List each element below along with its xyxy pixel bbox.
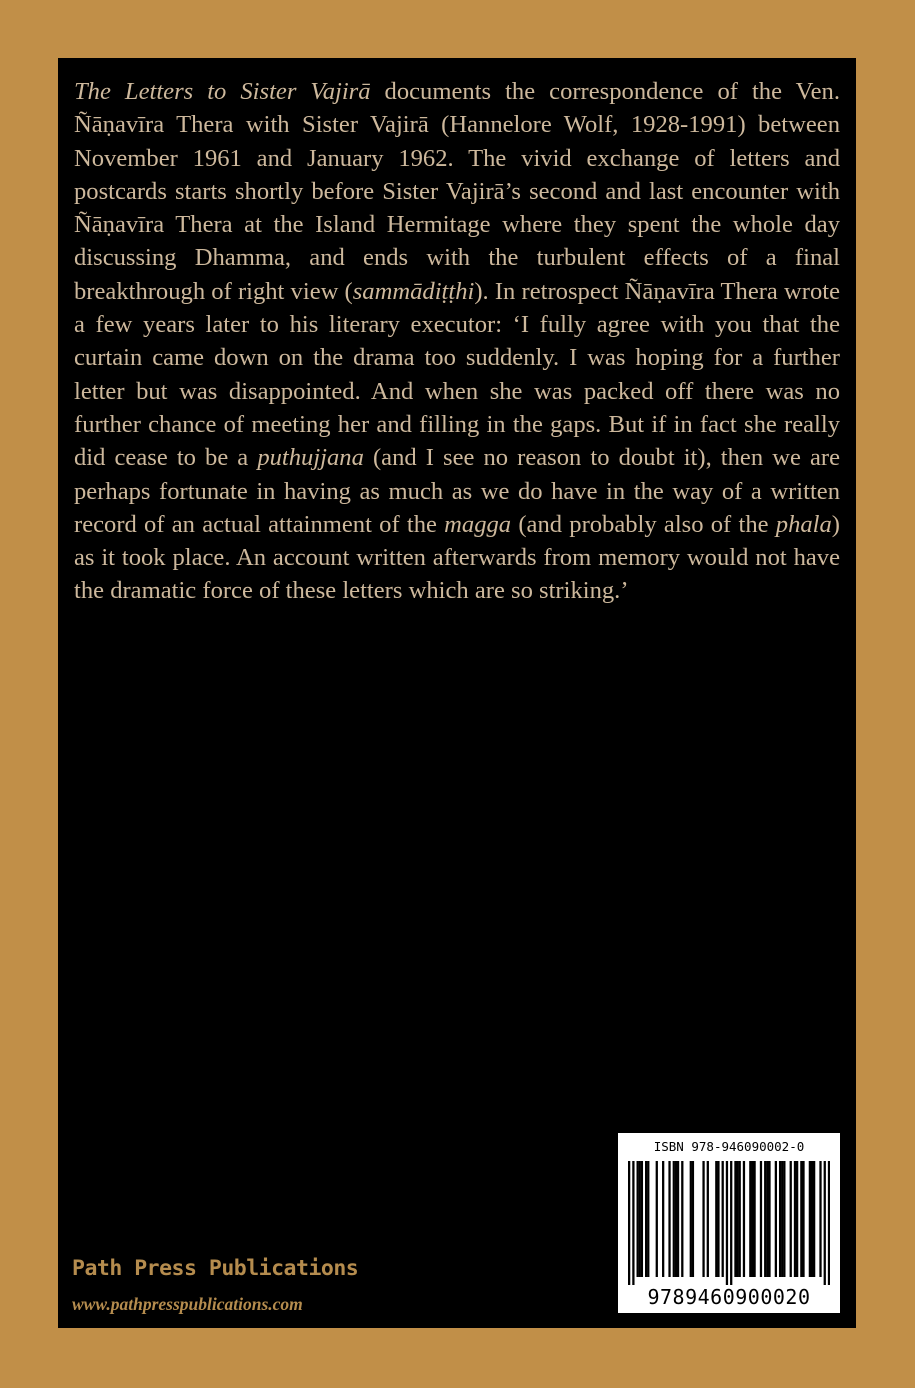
barcode-bar [668,1161,670,1277]
barcode-bar [675,1161,677,1277]
barcode-bar [811,1161,813,1277]
barcode-bar [677,1161,679,1277]
barcode-bar [707,1161,709,1277]
publisher-website: www.pathpresspublications.com [72,1294,303,1314]
pali-term-phala: phala [775,510,832,538]
barcode-bar [647,1161,649,1277]
barcode-bar [783,1161,785,1277]
barcode-bar [768,1161,770,1277]
pali-term-magga: magga [444,510,512,538]
blurb-segment: (and probably also of the [511,510,776,538]
ean-digits: 9789460900020 [647,1285,811,1309]
isbn-label: ISBN 978-946090002-0 [653,1139,805,1154]
barcode-bar [730,1161,732,1285]
barcode-bar [781,1161,783,1277]
barcode-bar [775,1161,777,1277]
barcode-bar [717,1161,719,1277]
barcode-bar [751,1161,753,1277]
pali-term-puthujjana: puthujjana [257,444,364,472]
blurb-segment: documents the correspondence of the Ven. Ñāṇavīra Thera with Sister Vajirā (Hannelore Wolf, 1928-1991) between November 1961 and January 1962. The vivid exchange of letters and postcards starts shortly before Sister Vajirā’s second and last encounter with Ñāṇavīra Thera at the Island Hermitage where they spent the whole day discussing Dhamma, and ends with the turbulent effects of a final breakthrough of right view ( [74,78,840,305]
blurb-segment: (and I see no reason to doubt it), then we are perhaps fortunate in having as much as we do have in the way of a written record of an actual attainment of the [74,444,840,538]
barcode-bar [802,1161,804,1277]
barcode-bar [813,1161,815,1277]
barcode-bar [722,1161,724,1277]
publisher-name: Path Press Publications [72,1256,359,1281]
barcode-bar [715,1161,717,1277]
barcode-bar [681,1161,683,1277]
blurb-segment: ). In retrospect Ñāṇavīra Thera wrote a few years later to his literary executor: ‘I fully agree with you that the curtain came down on the drama too suddenly. I was hoping for a further letter but was disappointed. And when she was packed off there was no further chance of meeting her and filling in the gaps. But if in fact she really did cease to be a [74,277,840,472]
barcode-bar [739,1161,741,1277]
barcode-bar [819,1161,821,1277]
barcode-bar [794,1161,796,1277]
barcode-bar [779,1161,781,1277]
back-cover-panel [58,58,856,1328]
barcode-bar [790,1161,792,1277]
barcode-bar [766,1161,768,1277]
barcode-bar [641,1161,643,1277]
barcode-bar [800,1161,802,1277]
barcode-bar [753,1161,755,1277]
blurb-segment: ) as it took place. An account written afterwards from memory would not have the dramatic force of these letters which are so striking.’ [74,510,840,605]
barcode-bar [637,1161,639,1277]
barcode-bar [749,1161,751,1277]
barcode-bar [760,1161,762,1277]
barcode-bar [662,1161,664,1277]
barcode-bar [764,1161,766,1277]
barcode-bar [743,1161,745,1277]
book-title: The Letters to Sister Vajirā [74,78,371,105]
barcode-bar [824,1161,826,1285]
barcode-bar [736,1161,738,1277]
isbn-barcode [618,1133,840,1313]
barcode-bar [796,1161,798,1277]
barcode-bar [645,1161,647,1277]
barcode-bars [628,1161,830,1285]
blurb-text [74,75,840,608]
pali-term-sammaditthi: sammādiṭṭhi [352,277,475,305]
barcode-bar [692,1161,694,1277]
barcode-bar [673,1161,675,1277]
barcode-bar [628,1161,630,1285]
barcode-bar [726,1161,728,1285]
barcode-bar [656,1161,658,1277]
barcode-bar [702,1161,704,1277]
barcode-bar [639,1161,641,1277]
barcode-bar [632,1161,634,1285]
barcode-bar [690,1161,692,1277]
barcode-bar [809,1161,811,1277]
barcode-bar [734,1161,736,1277]
blurb-paragraph [74,75,840,608]
barcode-bar [828,1161,830,1285]
